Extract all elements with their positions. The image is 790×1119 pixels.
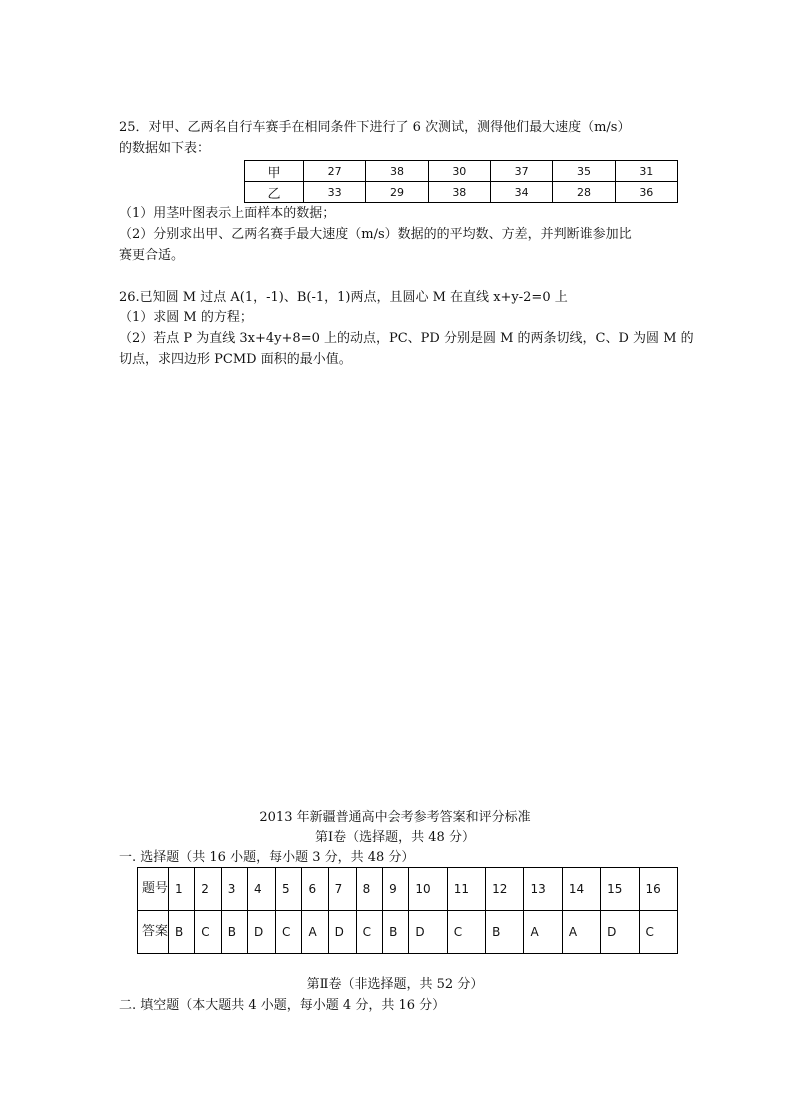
answer-cell: C (639, 911, 677, 954)
table-cell: 33 (304, 182, 366, 203)
answer-table (137, 867, 678, 954)
answer-cell: A (524, 911, 562, 954)
q26-part2-line2: 切点，求四边形 PCMD 面积的最小值。 (119, 352, 352, 367)
q26-part2-line1: （2）若点 P 为直线 3x+4y+8=0 上的动点，PC、PD 分别是圆 M 的两条切线，C、D 为圆 M 的 (119, 331, 694, 346)
table-row (138, 911, 678, 954)
question-number-cell: 4 (247, 868, 275, 911)
answer-label: 答案 (138, 911, 169, 954)
answer-cell: D (409, 911, 447, 954)
answer-cell: B (221, 911, 247, 954)
table-cell: 38 (428, 182, 490, 203)
question-number-cell: 1 (169, 868, 195, 911)
answer-cell: D (328, 911, 356, 954)
q25-stem-line1: 25．对甲、乙两名自行车赛手在相同条件下进行了 6 次测试，测得他们最大速度（m/s） (119, 120, 631, 135)
answer-cell: C (447, 911, 485, 954)
answer-cell: B (169, 911, 195, 954)
answer-cell: B (383, 911, 409, 954)
question-number-cell: 10 (409, 868, 447, 911)
q25-stem-line2: 的数据如下表： (119, 141, 211, 156)
table-cell: 31 (615, 161, 677, 182)
table-cell: 29 (366, 182, 428, 203)
question-number-cell: 8 (356, 868, 383, 911)
answer-cell: A (562, 911, 600, 954)
row-label-yi: 乙 (245, 182, 304, 203)
table-row (138, 868, 678, 911)
table-cell: 28 (553, 182, 615, 203)
row-label-jia: 甲 (245, 161, 304, 182)
table-cell: 35 (553, 161, 615, 182)
answer-cell: C (195, 911, 222, 954)
question-number-cell: 14 (562, 868, 600, 911)
answer-cell: B (486, 911, 524, 954)
answer-cell: A (302, 911, 328, 954)
answer-cell: D (247, 911, 275, 954)
question-number-cell: 9 (383, 868, 409, 911)
question-number-cell: 7 (328, 868, 356, 911)
question-number-cell: 2 (195, 868, 222, 911)
table-row (245, 161, 678, 182)
part1-title: 第Ⅰ卷（选择题，共 48 分） (315, 830, 475, 845)
question-number-cell: 6 (302, 868, 328, 911)
part2-title: 第Ⅱ卷（非选择题，共 52 分） (306, 977, 484, 992)
table-cell: 27 (304, 161, 366, 182)
speed-data-table (244, 160, 678, 203)
answer-cell: C (275, 911, 302, 954)
table-cell: 30 (428, 161, 490, 182)
question-number-cell: 16 (639, 868, 677, 911)
table-cell: 38 (366, 161, 428, 182)
table-cell: 37 (490, 161, 552, 182)
q25-part1: （1）用茎叶图表示上面样本的数据； (119, 206, 336, 221)
section1-heading: 一. 选择题（共 16 小题，每小题 3 分，共 48 分） (119, 850, 415, 865)
answer-key-title: 2013 年新疆普通高中会考参考答案和评分标准 (259, 810, 531, 825)
question-number-cell: 11 (447, 868, 485, 911)
q26-stem: 26.已知圆 M 过点 A(1，-1)、B(-1，1)两点，且圆心 M 在直线 x+y-2=0 上 (119, 290, 568, 305)
question-number-cell: 15 (601, 868, 639, 911)
answer-cell: C (356, 911, 383, 954)
number-label: 题号 (138, 868, 169, 911)
q25-part2-line2: 赛更合适。 (119, 248, 185, 263)
q26-part1: （1）求圆 M 的方程； (119, 310, 253, 325)
table-row (245, 182, 678, 203)
question-number-cell: 13 (524, 868, 562, 911)
answer-cell: D (601, 911, 639, 954)
q25-part2-line1: （2）分别求出甲、乙两名赛手最大速度（m/s）数据的的平均数、方差，并判断谁参加比 (119, 227, 632, 242)
question-number-cell: 5 (275, 868, 302, 911)
table-cell: 36 (615, 182, 677, 203)
question-number-cell: 3 (221, 868, 247, 911)
question-number-cell: 12 (486, 868, 524, 911)
section2-heading: 二. 填空题（本大题共 4 小题，每小题 4 分，共 16 分） (119, 998, 446, 1013)
table-cell: 34 (490, 182, 552, 203)
